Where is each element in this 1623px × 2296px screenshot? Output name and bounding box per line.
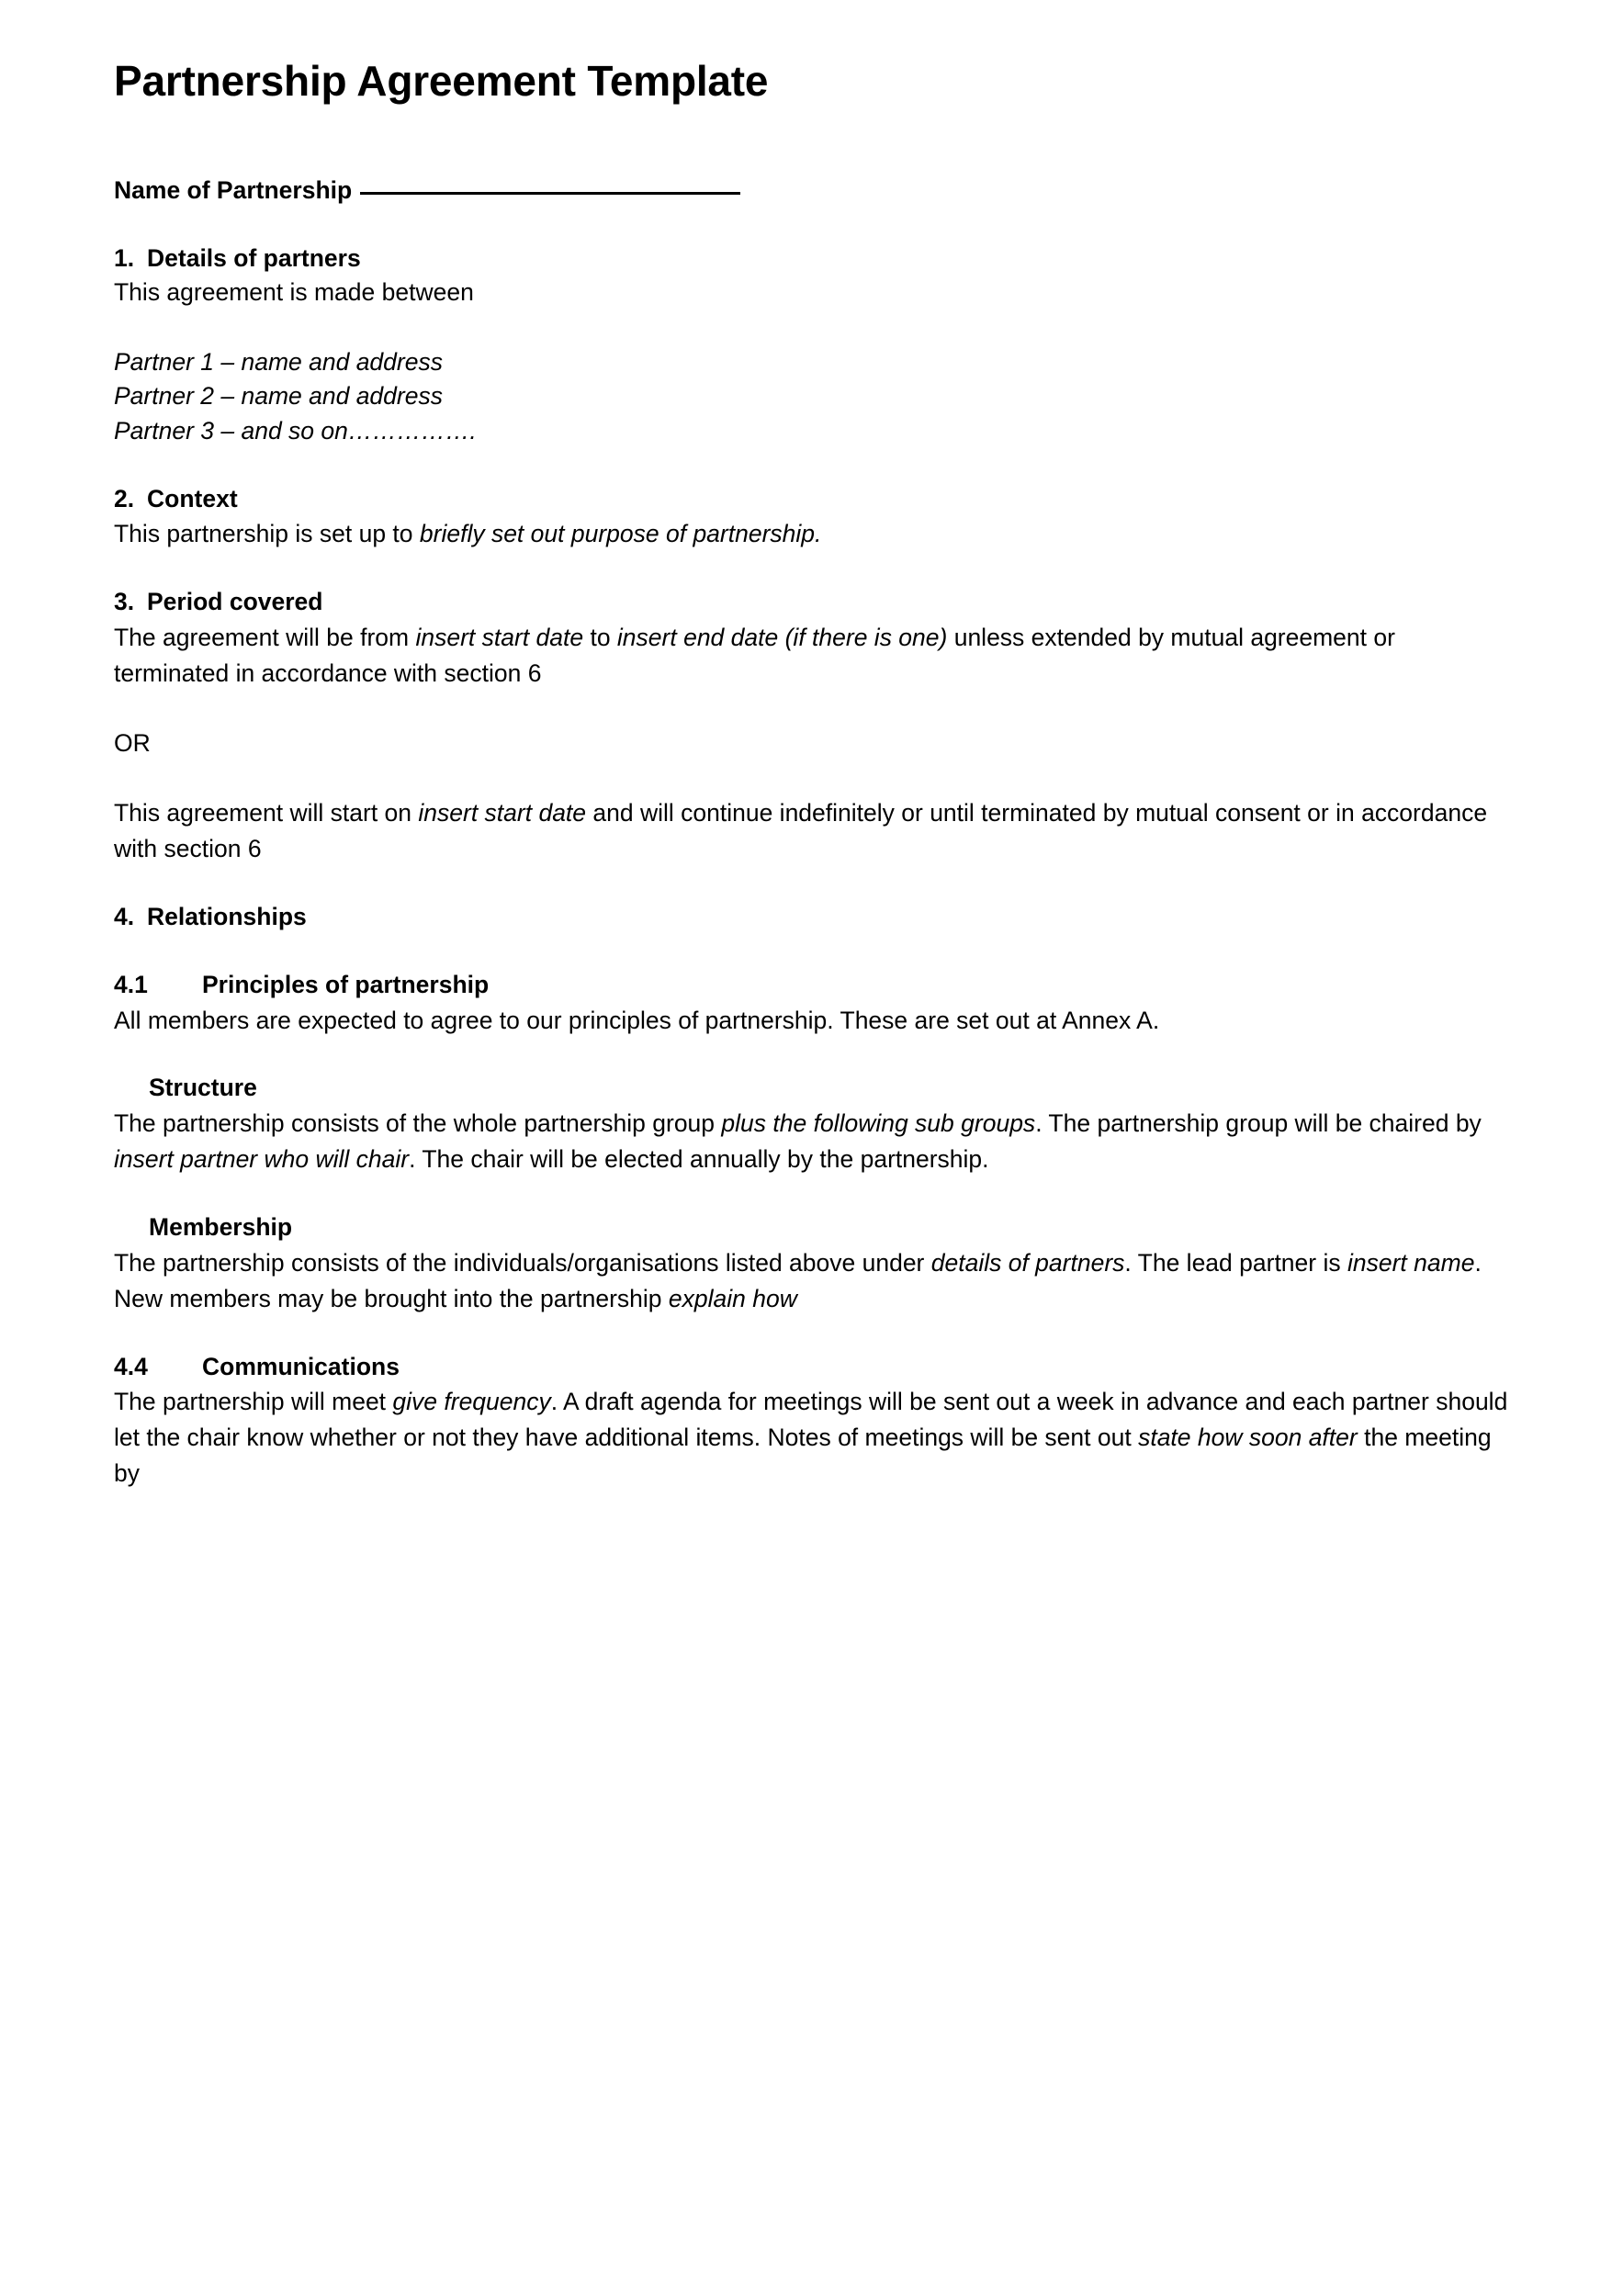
section-heading-1 (114, 242, 1510, 276)
communications-mid: . A draft agenda for meetings will be sent out a week in advance and each partner should let the chair know whether or not they have additional items. Notes of meetings will be sent out (114, 1388, 1508, 1452)
communications-prefix: The partnership will meet (114, 1388, 393, 1416)
subsection-number-4-4: 4.4 (114, 1352, 148, 1380)
subsection-4-1-body: All members are expected to agree to our principles of partnership. These are set out at Annex A. (114, 1006, 1160, 1034)
subsection-heading-membership: Membership (149, 1213, 293, 1242)
option-a-mid: to (583, 623, 617, 651)
name-of-partnership-label: Name of Partnership (114, 175, 353, 204)
name-of-partnership-row (114, 174, 1510, 208)
membership-italic-explain: explain how (668, 1284, 797, 1312)
document-body (114, 0, 1510, 1491)
subsection-heading-structure: Structure (149, 1074, 257, 1102)
option-a-italic-end-date: insert end date (if there is one) (616, 623, 948, 651)
spacer (114, 760, 1510, 795)
section-2-body-italic: briefly set out purpose of partnership. (419, 520, 822, 548)
subsection-title-4-1: Principles of partnership (202, 970, 490, 998)
membership-prefix: The partnership consists of the individuals/organisations listed above under (114, 1248, 931, 1277)
option-a-italic-start-date: insert start date (415, 623, 584, 651)
structure-italic-chair: insert partner who will chair (114, 1145, 410, 1174)
section-title-1: Details of partners (147, 243, 361, 272)
membership-mid-2: . New members may be brought into the partnership (114, 1248, 1482, 1312)
partner-line-1: Partner 1 – name and address (114, 347, 443, 376)
section-title-3: Period covered (147, 588, 323, 616)
communications-suffix: the meeting by (114, 1424, 1492, 1488)
section-heading-4 (114, 900, 1510, 935)
subsection-heading-4-1 (114, 968, 1510, 1003)
spacer (114, 552, 1510, 585)
membership-mid-1: . The lead partner is (1124, 1248, 1347, 1277)
subsection-membership-body (114, 1245, 1510, 1317)
section-2-body (114, 516, 1510, 552)
structure-mid: . The partnership group will be chaired by (1035, 1109, 1482, 1138)
option-b-italic-start-date: insert start date (418, 799, 587, 827)
section-number-3: 3. (114, 588, 135, 616)
communications-italic-frequency: give frequency (392, 1388, 551, 1416)
option-a-prefix: The agreement will be from (114, 623, 416, 651)
section-number-4: 4. (114, 903, 135, 931)
spacer (114, 208, 1510, 242)
membership-italic-details: details of partners (930, 1248, 1125, 1277)
spacer (114, 1177, 1510, 1210)
structure-prefix: The partnership consists of the whole partnership group (114, 1109, 722, 1138)
section-heading-2 (114, 482, 1510, 517)
communications-italic-state-how-soon: state how soon after (1138, 1424, 1358, 1452)
spacer (114, 106, 1510, 174)
partner-line-3: Partner 3 – and so on……………. (114, 417, 477, 445)
membership-italic-name: insert name (1347, 1248, 1475, 1277)
option-b-prefix: This agreement will start on (114, 799, 419, 827)
section-title-4: Relationships (147, 903, 307, 931)
or-label: OR (114, 728, 151, 757)
option-b-suffix: and will continue indefinitely or until terminated by mutual consent or in accordance with section 6 (114, 799, 1488, 863)
subsection-4-4-body (114, 1384, 1510, 1491)
spacer (114, 867, 1510, 900)
partner-line-2: Partner 2 – name and address (114, 382, 443, 411)
subsection-structure-body (114, 1106, 1510, 1177)
spacer (114, 310, 1510, 345)
section-heading-3 (114, 585, 1510, 620)
structure-italic-subgroups: plus the following sub groups (721, 1109, 1036, 1138)
section-3-option-a (114, 620, 1510, 692)
spacer (114, 1317, 1510, 1350)
spacer (114, 935, 1510, 968)
section-3-option-b (114, 795, 1510, 867)
spacer (114, 1038, 1510, 1071)
page-title: Partnership Agreement Template (114, 57, 769, 105)
section-1-intro: This agreement is made between (114, 278, 474, 307)
option-a-suffix: unless extended by mutual agreement or terminated in accordance with section 6 (114, 623, 1395, 687)
structure-suffix: . The chair will be elected annually by the partnership. (409, 1145, 989, 1174)
subsection-number-4-1: 4.1 (114, 970, 148, 998)
subsection-heading-4-4 (114, 1350, 1510, 1385)
spacer (114, 692, 1510, 726)
subsection-title-4-4: Communications (202, 1352, 400, 1380)
section-number-1: 1. (114, 243, 135, 272)
section-title-2: Context (147, 484, 238, 512)
name-of-partnership-input-rule[interactable] (360, 192, 740, 195)
section-2-body-prefix: This partnership is set up to (114, 520, 420, 548)
spacer (114, 449, 1510, 482)
section-number-2: 2. (114, 484, 135, 512)
